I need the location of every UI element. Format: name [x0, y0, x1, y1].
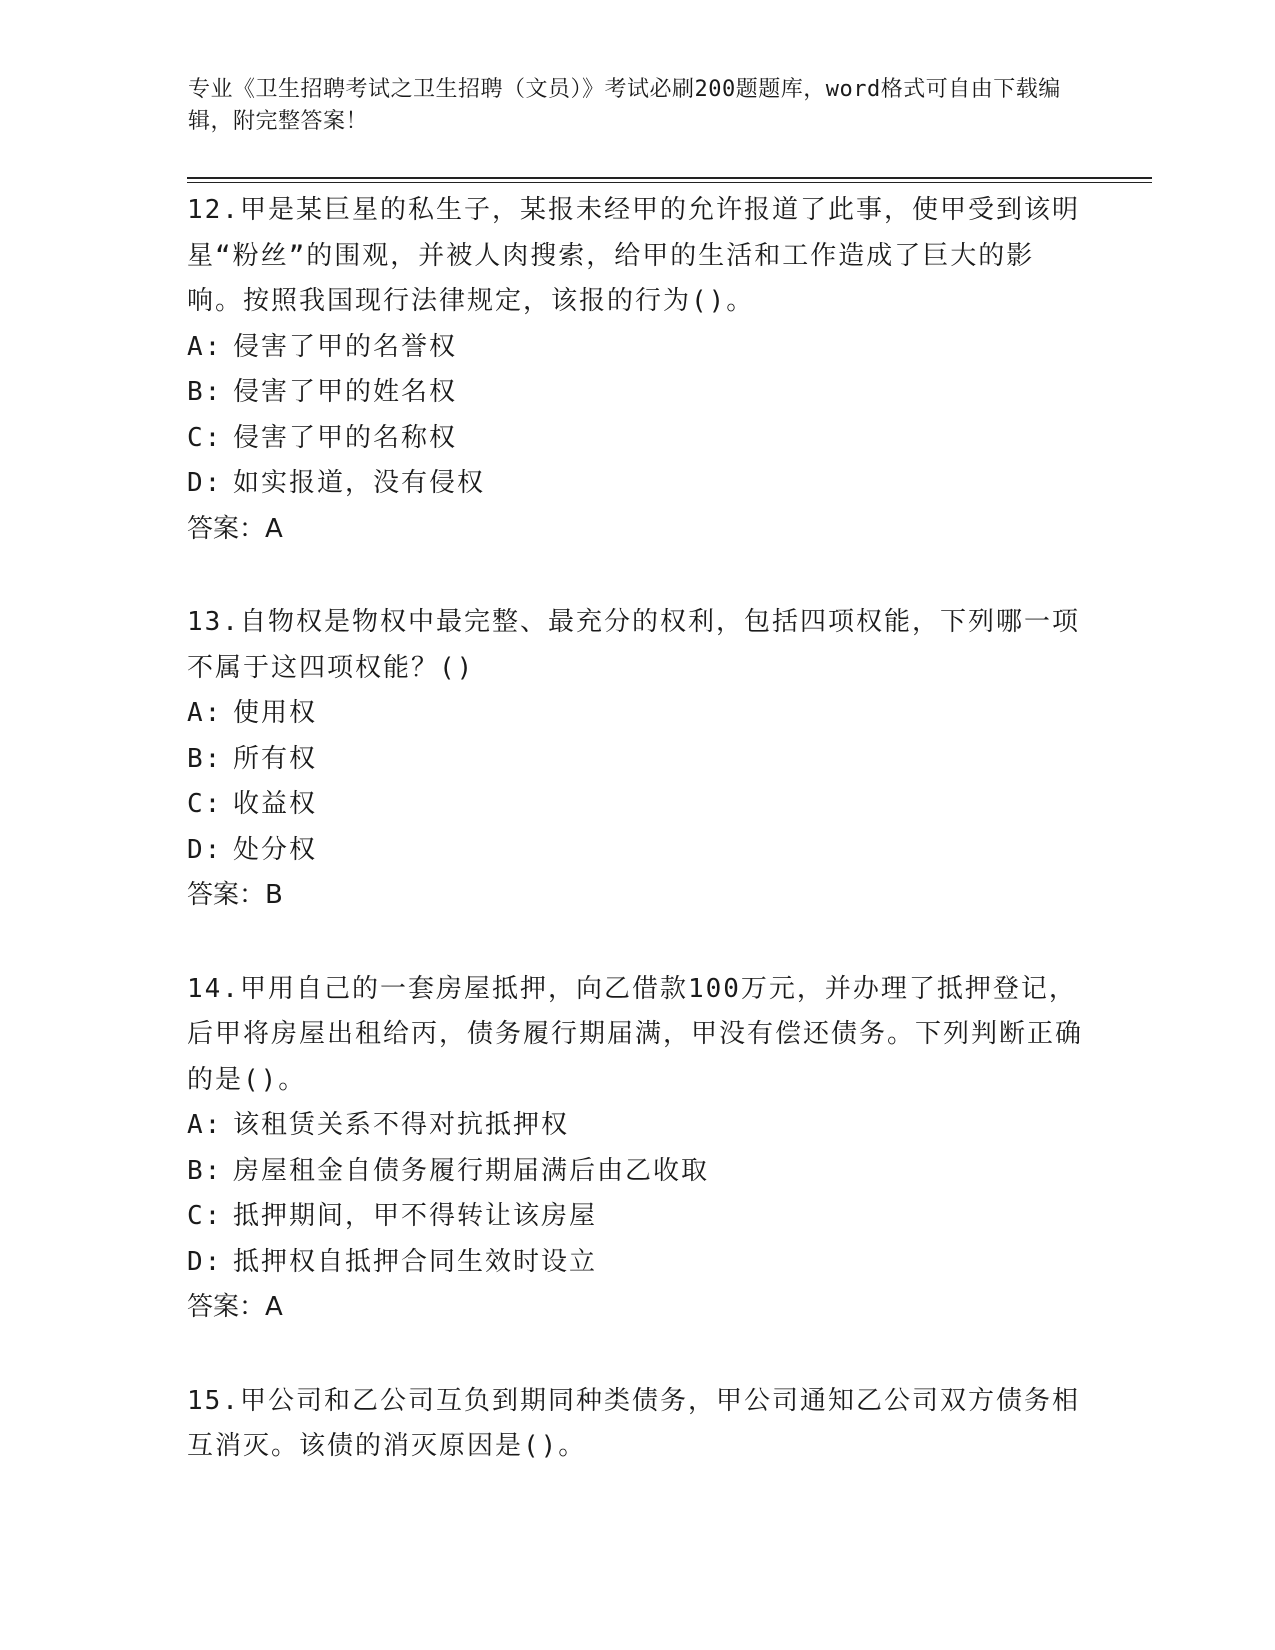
option-letter: A:: [187, 698, 223, 728]
answer: 答案：B: [187, 880, 283, 910]
question-stem: 14.甲用自己的一套房屋抵押，向乙借款100万元，并办理了抵押登记，后甲将房屋出租给丙，债务履行期届满，甲没有偿还债务。下列判断正确的是()。: [187, 973, 1084, 1095]
question-stem: 15.甲公司和乙公司互负到期同种类债务，甲公司通知乙公司双方债务相互消灭。该债的消灭原因是()。: [187, 1385, 1080, 1461]
option-letter: C:: [187, 422, 223, 453]
question-list: [187, 188, 1087, 1518]
option-letter: C:: [187, 789, 223, 819]
option-text: 侵害了甲的名誉权: [233, 331, 458, 362]
header-divider-thick: [187, 177, 1152, 179]
option-letter: D:: [187, 1246, 223, 1277]
option-a: [187, 1103, 1087, 1149]
answer: 答案：A: [187, 513, 283, 544]
option-b: [187, 1149, 1087, 1195]
option-letter: B:: [187, 1155, 223, 1186]
option-d: [187, 828, 1087, 874]
option-b: [187, 370, 1087, 416]
option-letter: A:: [187, 1110, 223, 1140]
option-c: [187, 416, 1087, 462]
option-letter: C:: [187, 1201, 223, 1231]
option-letter: B:: [187, 377, 223, 407]
option-text: 使用权: [233, 698, 318, 728]
document-header: 专业《卫生招聘考试之卫生招聘（文员）》考试必刷200题题库，word格式可自由下载编辑，附完整答案！: [188, 77, 1061, 134]
option-text: 如实报道，没有侵权: [233, 468, 486, 498]
option-letter: D:: [187, 834, 223, 865]
header-divider-thin: [187, 182, 1152, 183]
option-text: 该租赁关系不得对抗抵押权: [233, 1110, 570, 1140]
option-text: 侵害了甲的姓名权: [233, 377, 458, 407]
option-letter: D:: [187, 468, 223, 498]
answer: 答案：A: [187, 1292, 283, 1322]
option-text: 侵害了甲的名称权: [233, 422, 458, 453]
question-14: [187, 967, 1087, 1331]
option-text: 房屋租金自债务履行期届满后由乙收取: [233, 1155, 710, 1186]
option-d: [187, 461, 1087, 507]
option-b: [187, 737, 1087, 783]
option-text: 收益权: [233, 789, 318, 819]
question-15: [187, 1379, 1087, 1470]
question-13: [187, 600, 1087, 919]
option-text: 处分权: [233, 834, 318, 865]
option-letter: B:: [187, 743, 223, 774]
option-d: [187, 1240, 1087, 1286]
option-c: [187, 1194, 1087, 1240]
question-stem: 12.甲是某巨星的私生子，某报未经甲的允许报道了此事，使甲受到该明星“粉丝”的围观，并被人肉搜索，给甲的生活和工作造成了巨大的影响。按照我国现行法律规定，该报的行为()。: [187, 195, 1080, 316]
question-12: [187, 188, 1087, 552]
option-text: 所有权: [233, 743, 318, 774]
option-a: [187, 325, 1087, 371]
option-text: 抵押期间，甲不得转让该房屋: [233, 1201, 598, 1231]
option-text: 抵押权自抵押合同生效时设立: [233, 1246, 598, 1277]
option-a: [187, 691, 1087, 737]
question-stem: 13.自物权是物权中最完整、最充分的权利，包括四项权能，下列哪一项不属于这四项权能？(): [187, 607, 1080, 683]
option-c: [187, 782, 1087, 828]
option-letter: A:: [187, 331, 223, 362]
